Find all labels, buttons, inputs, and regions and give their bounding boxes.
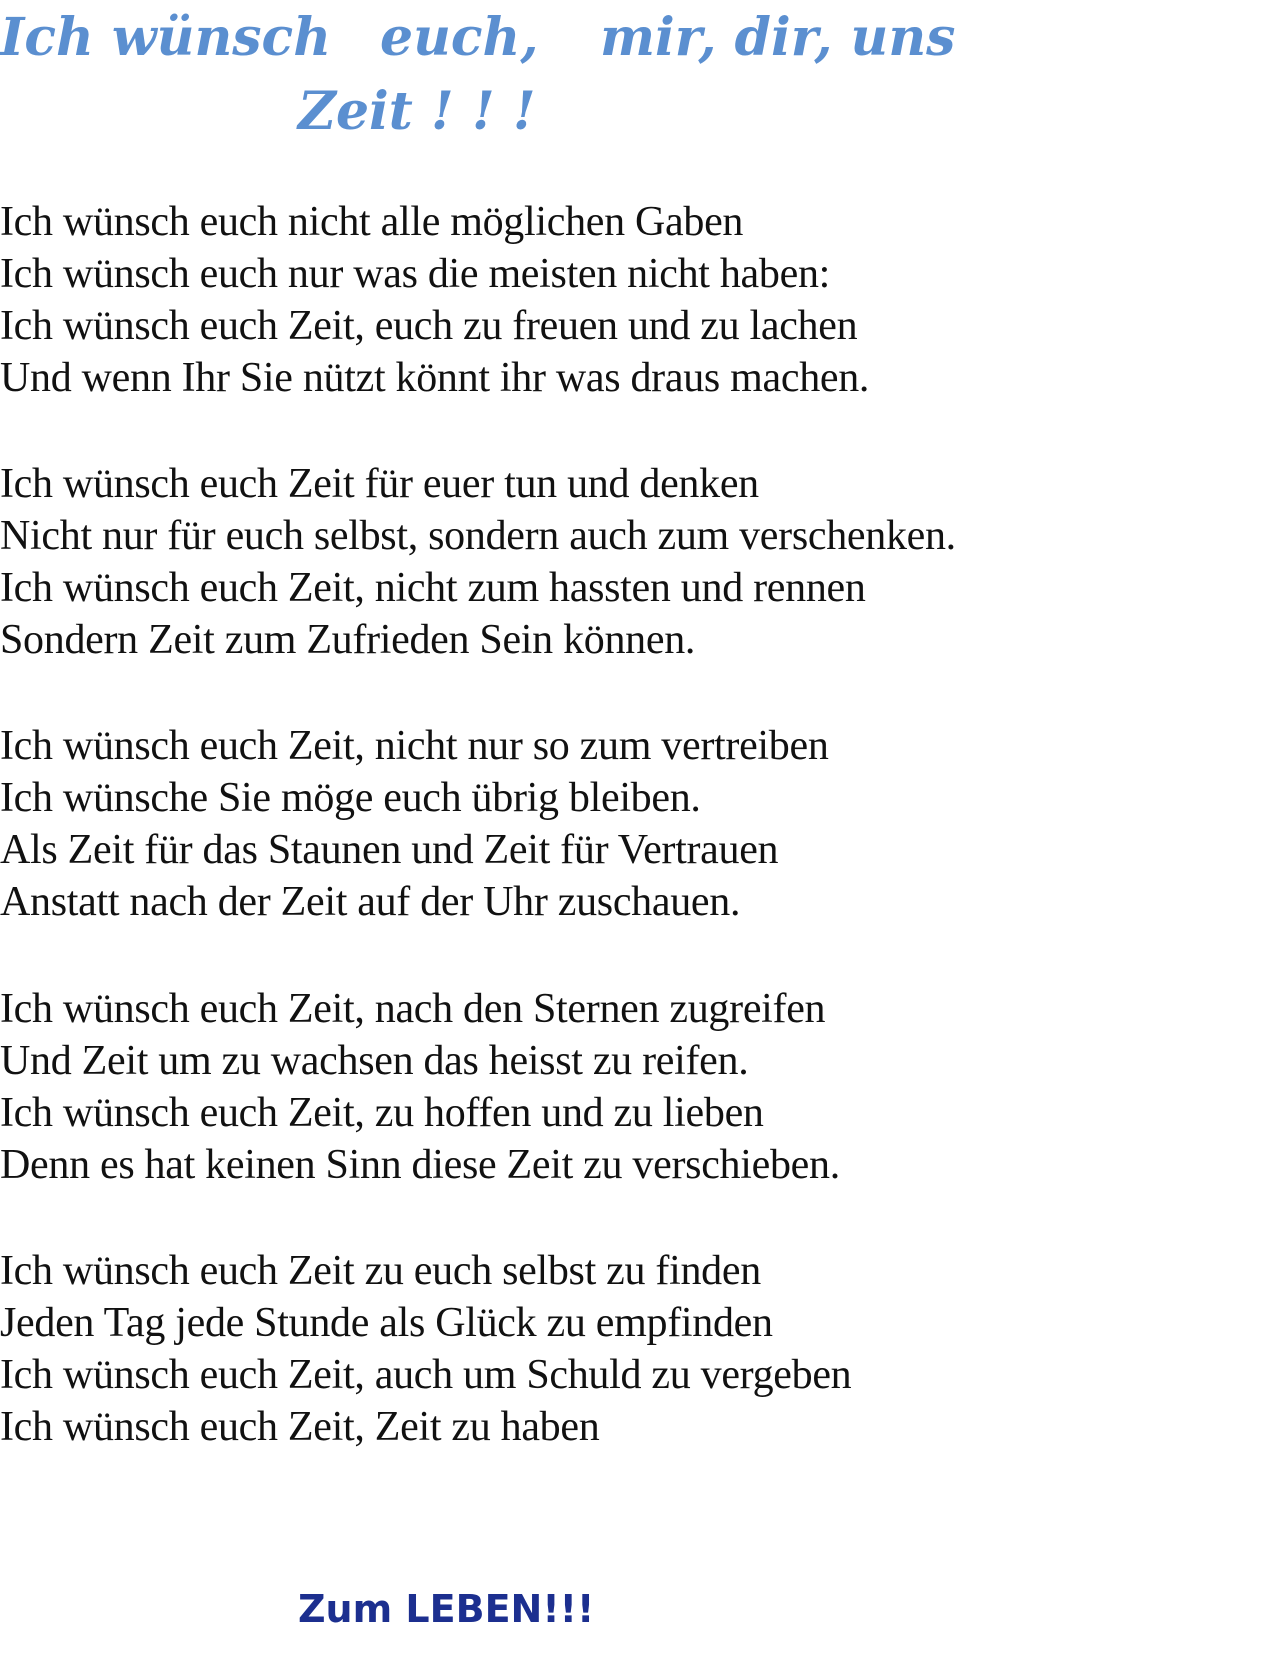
stanza-3 xyxy=(0,720,829,928)
poem-line: Ich wünsch euch Zeit, zu hoffen und zu lieben xyxy=(0,1090,764,1136)
stanza-5 xyxy=(0,1245,851,1453)
poem-line: Sondern Zeit zum Zufrieden Sein können. xyxy=(0,617,696,663)
title-part-1: Ich wünsch xyxy=(0,7,332,68)
poem-line: Ich wünsch euch Zeit für euer tun und denken xyxy=(0,461,759,507)
poem-line: Ich wünsch euch nur was die meisten nicht haben: xyxy=(0,251,831,297)
poem-line: Denn es hat keinen Sinn diese Zeit zu verschieben. xyxy=(0,1142,840,1188)
poem-line: Nicht nur für euch selbst, sondern auch zum verschenken. xyxy=(0,513,956,559)
title-part-3: mir, dir, uns xyxy=(600,7,956,68)
poem-line: Ich wünsch euch Zeit, euch zu freuen und zu lachen xyxy=(0,303,858,349)
closing-line: Zum LEBEN!!! xyxy=(298,1587,595,1631)
stanza-1 xyxy=(0,196,869,404)
poem-line: Ich wünsch euch nicht alle möglichen Gaben xyxy=(0,199,744,245)
poem-line: Ich wünsch euch Zeit, Zeit zu haben xyxy=(0,1404,600,1450)
poem-line: Ich wünsch euch Zeit, nach den Sternen zugreifen xyxy=(0,986,826,1032)
poem-line: Als Zeit für das Staunen und Zeit für Vertrauen xyxy=(0,827,779,873)
poem-line: Ich wünsch euch Zeit zu euch selbst zu finden xyxy=(0,1248,761,1294)
stanza-4 xyxy=(0,983,840,1191)
poem-line: Und wenn Ihr Sie nützt könnt ihr was draus machen. xyxy=(0,355,870,401)
poem-line: Jeden Tag jede Stunde als Glück zu empfinden xyxy=(0,1300,773,1346)
stanza-2 xyxy=(0,458,956,666)
poem-line: Anstatt nach der Zeit auf der Uhr zuschauen. xyxy=(0,879,741,925)
poem-line: Ich wünsch euch Zeit, nicht zum hassten und rennen xyxy=(0,565,866,611)
poem-line: Ich wünsch euch Zeit, auch um Schuld zu vergeben xyxy=(0,1352,852,1398)
poem-line: Und Zeit um zu wachsen das heisst zu reifen. xyxy=(0,1038,749,1084)
poem-line: Ich wünsche Sie möge euch übrig bleiben. xyxy=(0,775,701,821)
title-part-4: Zeit ! ! ! xyxy=(298,81,536,142)
poem-line: Ich wünsch euch Zeit, nicht nur so zum vertreiben xyxy=(0,723,829,769)
title-part-2: euch, xyxy=(380,7,539,68)
